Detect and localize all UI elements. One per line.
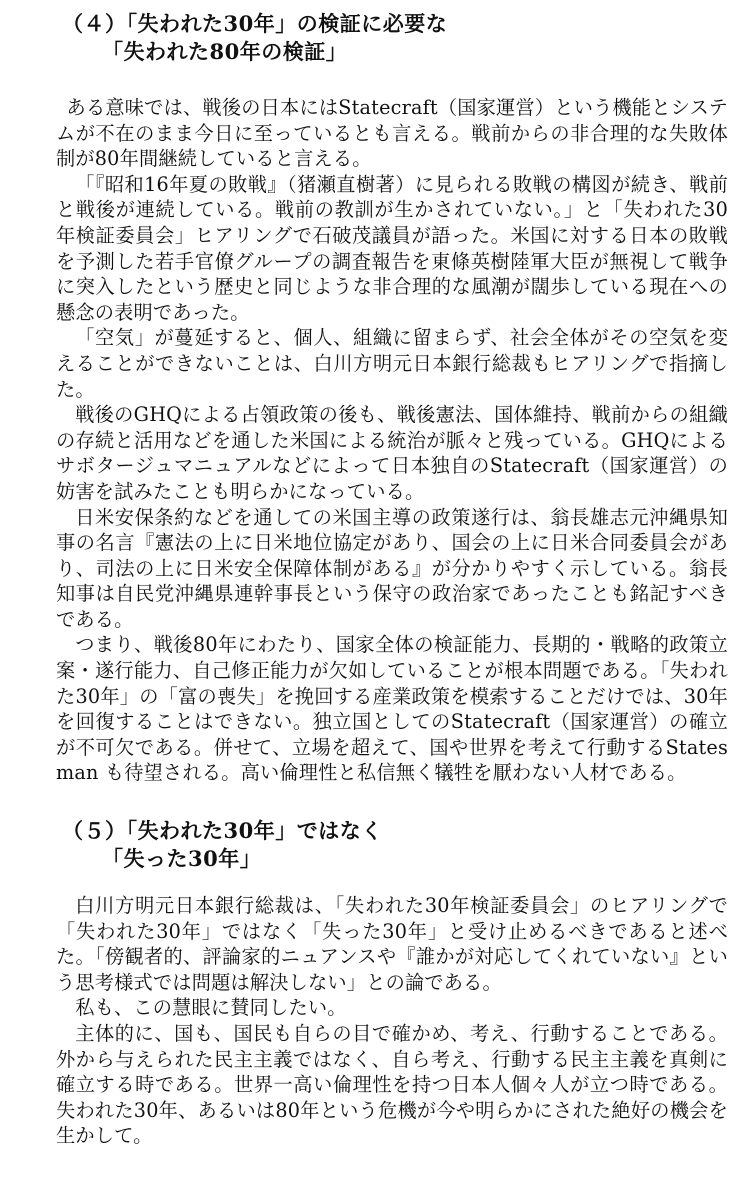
section-4-paragraph-2: 「『昭和16年夏の敗戦』（猪瀬直樹著）に見られる敗戦の構図が続き、戦前と戦後が連続している。戦前の教訓が生かされていない。」と「失われた30年検証委員会」ヒアリングで石破茂議員が語った。米国に対する日本の敗戦を予測した若手官僚グループの調査報告を東條英樹陸軍大臣が無視して戦争に突入したという歴史と同じような非合理的な風潮が闊歩している現在への懸念の表明であった。: [56, 172, 728, 324]
section-5-paragraph-1: 白川方明元日本銀行総裁は、「失われた30年検証委員会」のヒアリングで「失われた30年」ではなく「失った30年」と受け止めるべきであると述べた。「傍観者的、評論家的ニュアンスや『誰かが対応してくれていない』という思考様式では問題は解決しない」との論である。: [56, 894, 728, 994]
section-4-paragraph-5: 日米安保条約などを通しての米国主導の政策遂行は、翁長雄志元沖縄県知事の名言『憲法の上に日米地位協定があり、国会の上に日米合同委員会があり、司法の上に日米安全保障体制がある』が分かりやすく示している。翁長知事は自民党沖縄県連幹事長という保守の政治家であったことも銘記すべきである。: [56, 505, 728, 631]
section-4-heading: [0, 10, 447, 66]
section-4-heading-line-2: 「失われた80年の検証」: [102, 39, 348, 64]
section-4-paragraph-6: つまり、戦後80年にわたり、国家全体の検証能力、長期的・戦略的政策立案・遂行能力、自己修正能力が欠如していることが根本問題である。「失われた30年」の「富の喪失」を挽回する産業政策を模索することだけでは、30年を回復することはできない。独立国としてのStatecraft（国家運営）の確立が不可欠である。併せて、立場を超えて、国や世界を考えて行動するStatesman も待望される。高い倫理性と私信無く犠牲を厭わない人材である。: [56, 633, 728, 785]
section-4-paragraph-1: ある意味では、戦後の日本にはStatecraft（国家運営）という機能とシステムが不在のまま今日に至っているとも言える。戦前からの非合理的な失敗体制が80年間継続していると言える。: [56, 96, 728, 171]
section-5-heading-line-2: 「失った30年」: [102, 846, 262, 871]
section-4-body: [56, 95, 728, 786]
section-5-heading: [0, 817, 383, 873]
section-5-paragraph-3: 主体的に、国も、国民も自らの目で確かめ、考え、行動することである。外から与えられた民主主義ではなく、自ら考え、行動する民主主義を真剣に確立する時である。世界一高い倫理性を持つ日本人個々人が立つ時である。失われた30年、あるいは80年という危機が今や明らかにされた絶好の機会を生かして。: [56, 1021, 728, 1148]
section-5-paragraph-2: 私も、この慧眼に賛同したい。: [75, 996, 347, 1020]
section-4-paragraph-4: 戦後のGHQによる占領政策の後も、戦後憲法、国体維持、戦前からの組織の存続と活用などを通した米国による統治が脈々と残っている。GHQによるサボタージュマニュアルなどによって日本独自のStatecraft（国家運営）の妨害を試みたことも明らかになっている。: [56, 403, 728, 503]
section-4-paragraph-3: 「空気」が蔓延すると、個人、組織に留まらず、社会全体がその空気を変えることができないことは、白川方明元日本銀行総裁もヒアリングで指摘した。: [56, 326, 728, 401]
section-4-heading-line-1: （４）「失われた30年」の検証に必要な: [62, 11, 448, 36]
section-5-heading-line-1: （５）「失われた30年」ではなく: [62, 818, 383, 843]
section-5-body: [56, 893, 728, 1149]
